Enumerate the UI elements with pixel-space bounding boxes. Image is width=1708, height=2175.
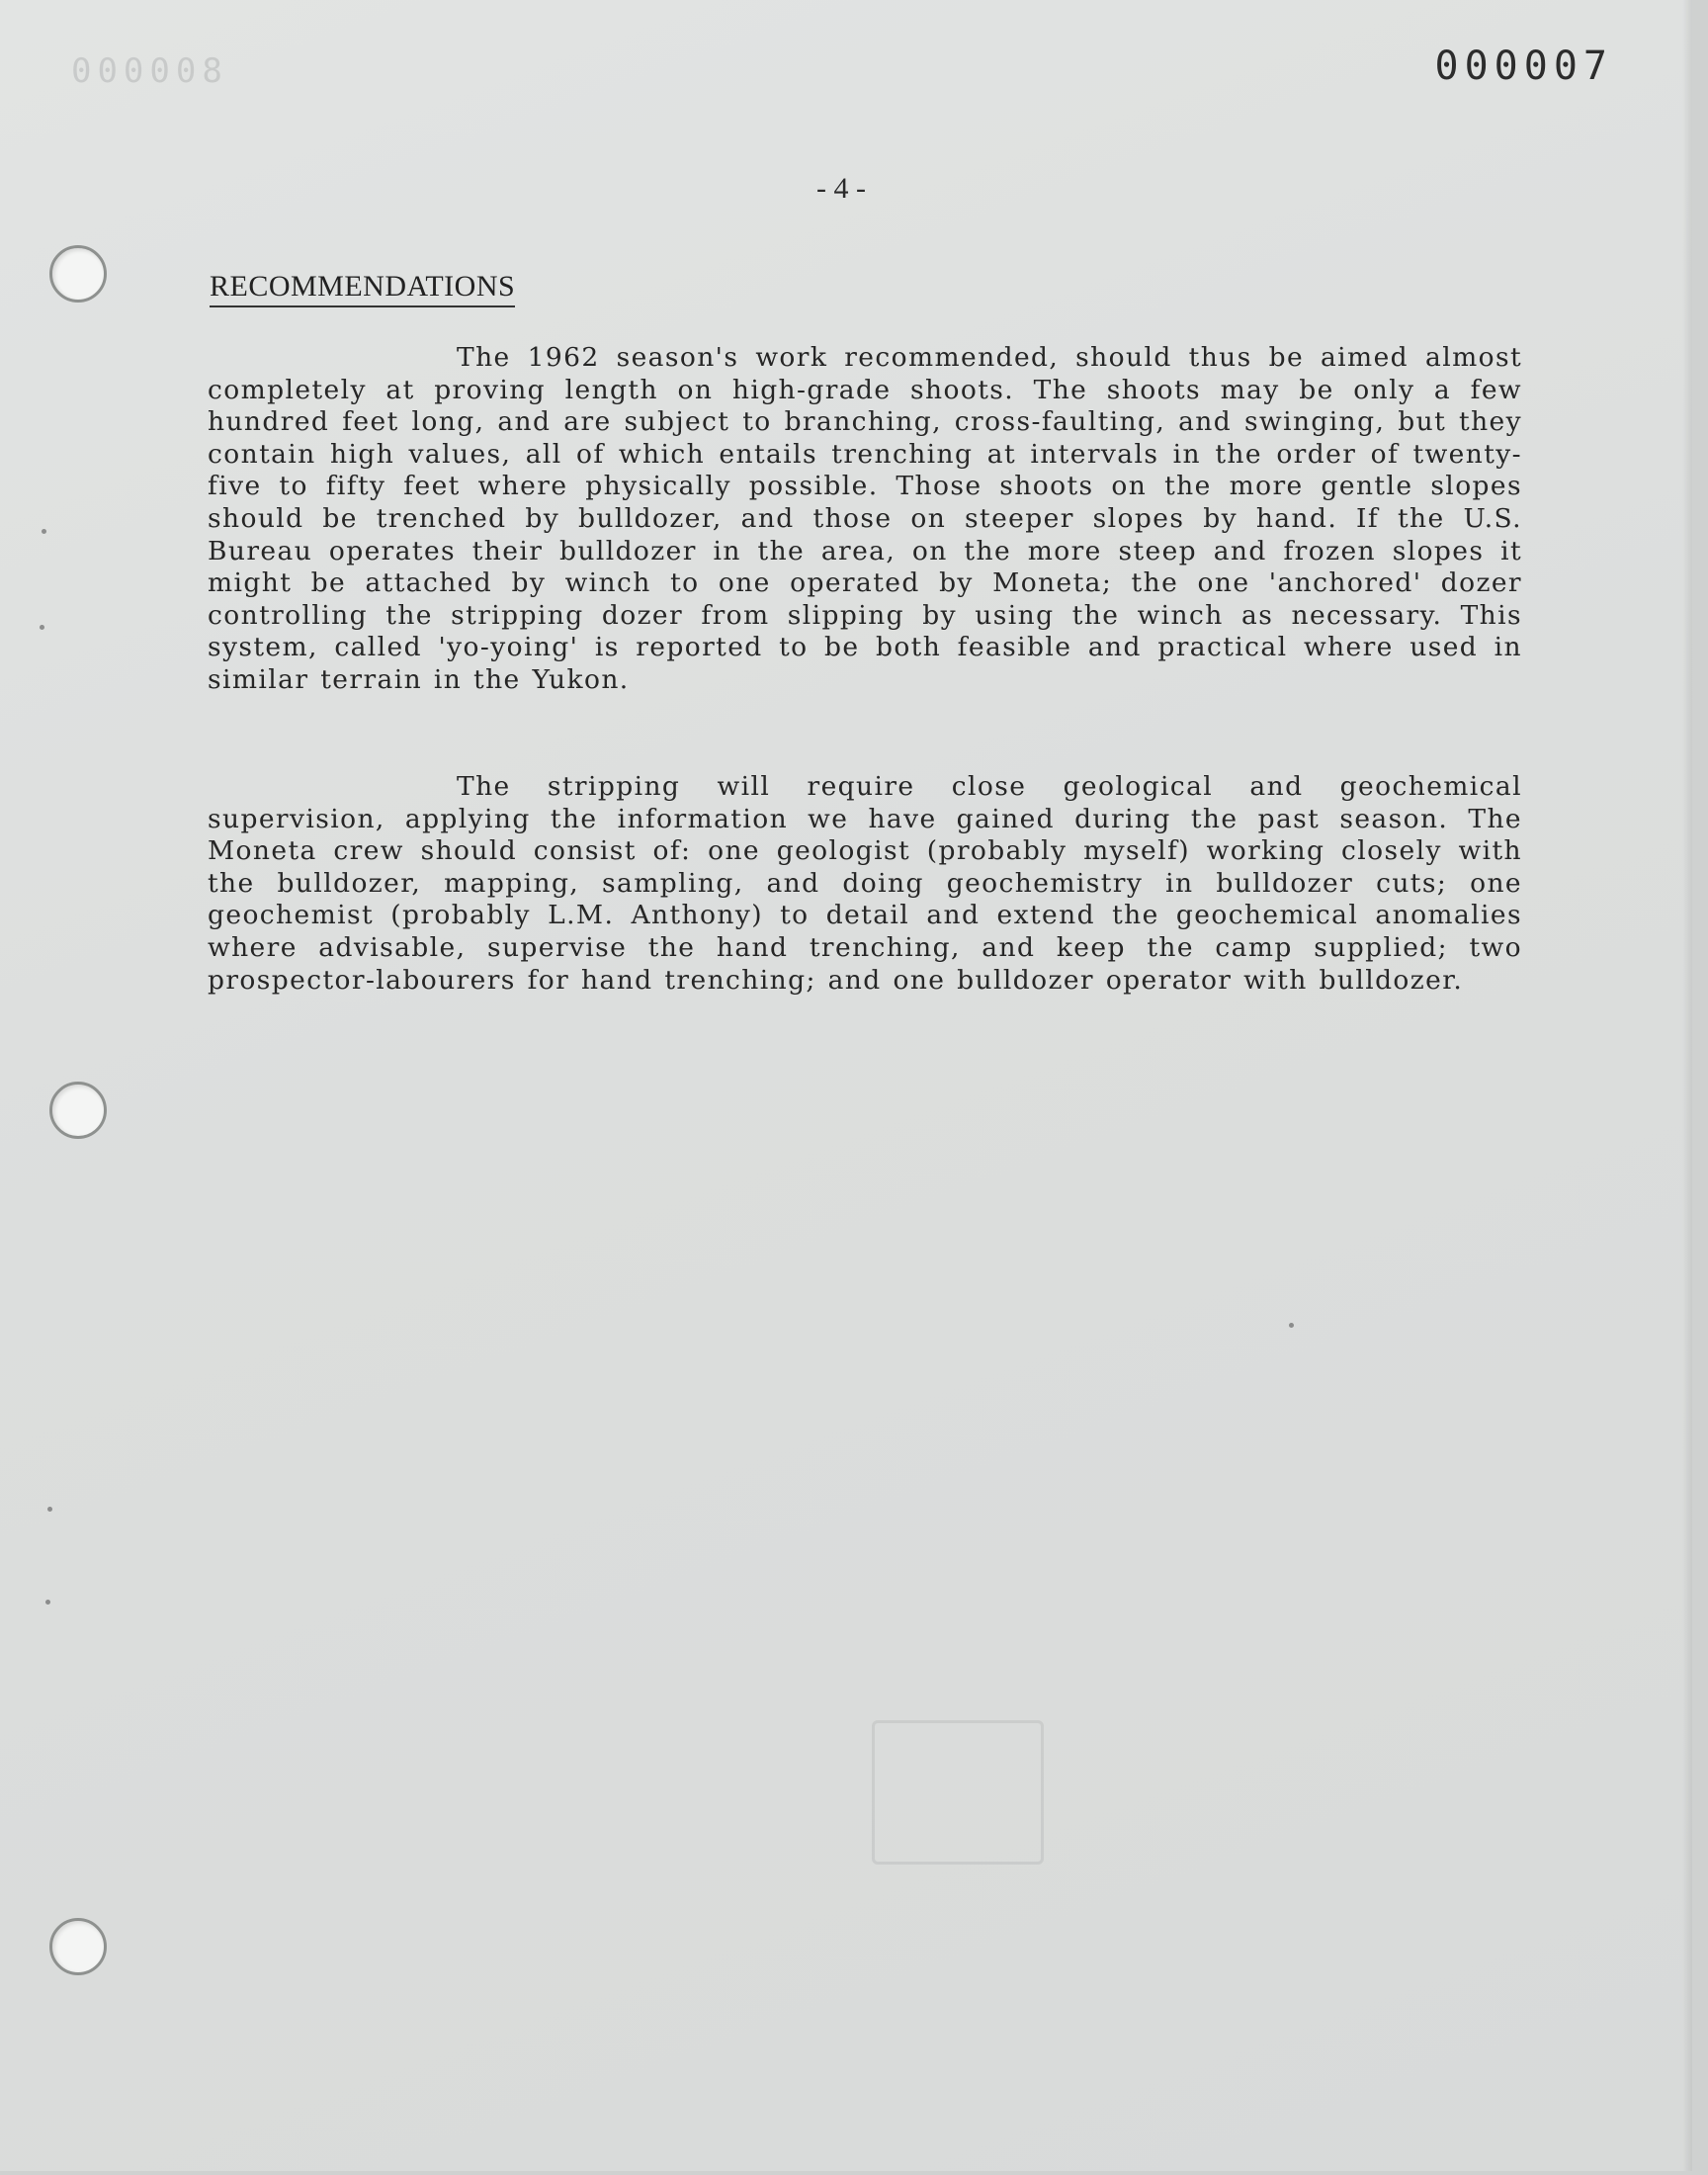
- faint-stamp-mark: [872, 1720, 1044, 1865]
- paper-speck: [47, 1507, 52, 1512]
- paper-speck: [40, 625, 44, 630]
- punch-hole-bottom: [49, 1918, 107, 1975]
- paragraph-2-text: The stripping will require close geological and geochemical supervision, applying the information we have gained during the past season. The Moneta crew should consist of: one geologist (probably myself) working closely with the bulldozer, mapping, sampling, and doing geochemistry in bulldozer cuts; one geochemist (probably L.M. Anthony) to detail and extend the geochemical anomalies where advisable, supervise the hand trenching, and keep the camp supplied; two prospector-labourers for hand trenching; and one bulldozer operator with bulldozer.: [208, 771, 1522, 996]
- page-edge-shadow: [1682, 0, 1692, 2171]
- section-heading: RECOMMENDATIONS: [210, 269, 515, 307]
- paragraph-2: [208, 771, 1522, 997]
- punch-hole-middle: [49, 1082, 107, 1139]
- paragraph-1-text: The 1962 season's work recommended, should thus be aimed almost completely at proving length on high-grade shoots. The shoots may be only a few hundred feet long, and are subject to branching, cross-faulting, and swinging, but they contain high values, all of which entails trenching at intervals in the order of twenty-five to fifty feet where physically possible. Those shoots on the more gentle slopes should be trenched by bulldozer, and those on steeper slopes by hand. If the U.S. Bureau operates their bulldozer in the area, on the more steep and frozen slopes it might be attached by winch to one operated by Moneta; the one 'anchored' dozer controlling the stripping dozer from slipping by using the winch as necessary. This system, called 'yo-yoing' is reported to be both feasible and practical where used in similar terrain in the Yukon.: [208, 342, 1522, 695]
- paper-speck: [45, 1600, 50, 1605]
- document-number: 000007: [1434, 44, 1613, 89]
- paragraph-1: [208, 342, 1522, 697]
- paper-speck: [1289, 1323, 1294, 1328]
- paper-speck: [42, 529, 46, 534]
- page-number: - 4 -: [816, 172, 866, 205]
- bleed-through-number: 800000: [65, 51, 222, 91]
- punch-hole-top: [49, 245, 107, 303]
